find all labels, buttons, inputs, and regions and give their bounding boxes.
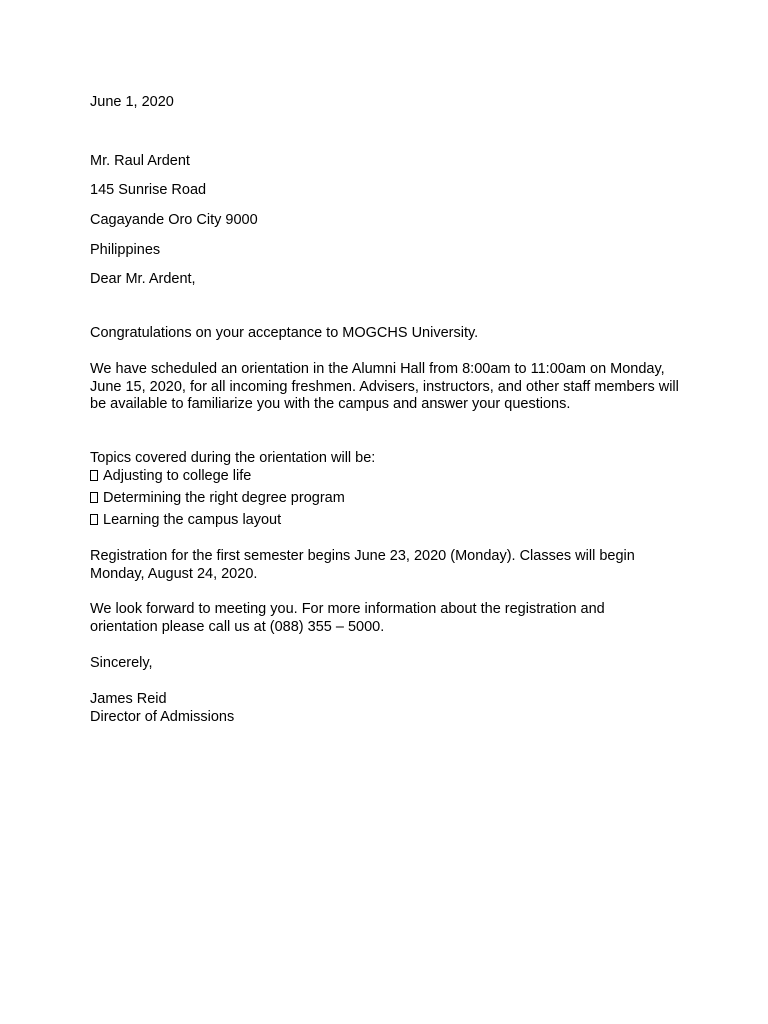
salutation: Dear Mr. Ardent,: [90, 271, 196, 287]
letter-date: June 1, 2020: [90, 94, 174, 110]
closing-paragraph: We look forward to meeting you. For more information about the registration and orientation please call us at (088) 355 – 5000.: [90, 601, 605, 635]
recipient-name: Mr. Raul Ardent: [90, 153, 190, 169]
recipient-city: Cagayande Oro City 9000: [90, 212, 258, 228]
sign-off: Sincerely,: [90, 655, 153, 671]
checkbox-bullet-icon: [90, 470, 98, 481]
congrats-paragraph: Congratulations on your acceptance to MOGCHS University.: [90, 325, 479, 341]
topic-label: Learning the campus layout: [103, 512, 282, 528]
checkbox-bullet-icon: [90, 514, 98, 525]
checkbox-bullet-icon: [90, 492, 98, 503]
topics-intro: Topics covered during the orientation will be:: [90, 450, 376, 466]
topic-item: [90, 489, 345, 507]
topic-label: Determining the right degree program: [103, 490, 345, 506]
topic-item: [90, 511, 281, 529]
recipient-street: 145 Sunrise Road: [90, 182, 207, 198]
recipient-country: Philippines: [90, 242, 161, 258]
topic-label: Adjusting to college life: [103, 468, 252, 484]
orientation-paragraph: We have scheduled an orientation in the Alumni Hall from 8:00am to 11:00am on Monday, June 15, 2020, for all incoming freshmen. Advisers, instructors, and other staff members will be available to familiarize you with the campus and answer your questions.: [90, 361, 679, 413]
topic-item: [90, 467, 251, 485]
signer-name: James Reid: [90, 691, 167, 707]
signer-title: Director of Admissions: [90, 709, 235, 725]
registration-paragraph: Registration for the first semester begins June 23, 2020 (Monday). Classes will begin Monday, August 24, 2020.: [90, 548, 635, 582]
